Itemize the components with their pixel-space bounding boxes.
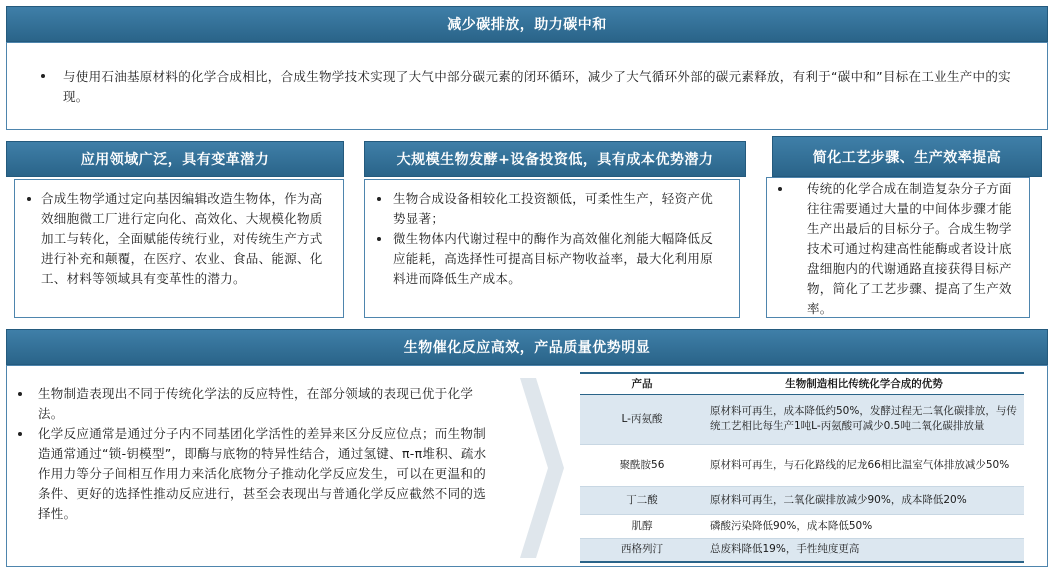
top-bullet-text: 与使用石油基原材料的化学合成相比，合成生物学技术实现了大气中部分碳元素的闭环循环，减少了大气循环外部的碳元素释放，有利于“碳中和”目标在工业生产中的实现。 — [63, 69, 1011, 104]
panel-left-box — [14, 179, 344, 318]
top-section-box — [6, 42, 1048, 130]
table-row — [580, 394, 1024, 444]
panel-middle-bullet-1: 生物合成设备相较化工投资额低，可柔性生产，轻资产优势显著； — [393, 191, 714, 226]
bottom-bullet-2: 化学反应通常是通过分子内不同基团化学活性的差异来区分反应位点；而生物制造通常通过“锁-钥模型”，即酶与底物的特异性结合，通过氢键、π-π堆积、疏水作用力等分子间相互作用力来活化底物分子推动化学反应发生，可以在更温和的条件、更好的选择性推动反应进行，甚至会表现出与普通化学反应截然不同的选择性。 — [38, 426, 487, 521]
panel-middle-bullet-2: 微生物体内代谢过程中的酶作为高效催化剂能大幅降低反应能耗，高选择性可提高目标产物收益率，最大化利用原料进而降低生产成本。 — [393, 231, 714, 286]
table-cell-product: 肌醇 — [580, 514, 704, 538]
table-cell-product: 聚酰胺56 — [580, 444, 704, 486]
top-section-title: 减少碳排放，助力碳中和 — [6, 6, 1048, 42]
panel-right-bullet: 传统的化学合成在制造复杂分子方面往往需要通过大量的中间体步骤才能生产出最后的目标分子。合成生物学技术可通过构建高性能酶或者设计底盘细胞内的代谢通路直接获得目标产物，简化了工艺步骤、提高了生产效率。 — [807, 181, 1012, 316]
table-cell-product: 西格列汀 — [580, 538, 704, 562]
table-cell-product: 丁二酸 — [580, 486, 704, 514]
bullet-dot — [778, 187, 782, 191]
panel-right-box — [766, 177, 1030, 318]
bullet-dot — [377, 237, 381, 241]
table-cell-advantage: 原材料可再生，与石化路线的尼龙66相比温室气体排放减少50% — [704, 444, 1024, 486]
table-cell-advantage: 原材料可再生，成本降低约50%，发酵过程无二氧化碳排放，与传统工艺相比每生产1吨L-丙氨酸可减少0.5吨二氧化碳排放量 — [704, 394, 1024, 444]
table-cell-advantage: 磷酸污染降低90%，成本降低50% — [704, 514, 1024, 538]
table-header-advantage: 生物制造相比传统化学合成的优势 — [704, 373, 1024, 394]
table-row — [580, 444, 1024, 486]
table-row — [580, 514, 1024, 538]
bottom-bullet-1: 生物制造表现出不同于传统化学法的反应特性，在部分领域的表现已优于化学法。 — [38, 386, 474, 421]
table-cell-advantage: 原材料可再生，二氧化碳排放减少90%，成本降低20% — [704, 486, 1024, 514]
chevron-arrow-icon — [520, 378, 564, 558]
bullet-dot — [18, 432, 22, 436]
panel-middle-box — [364, 179, 740, 318]
table-cell-advantage: 总废料降低19%，手性纯度更高 — [704, 538, 1024, 562]
bottom-section-title: 生物催化反应高效，产品质量优势明显 — [6, 329, 1048, 365]
table-header-row — [580, 373, 1024, 394]
table-header-product: 产品 — [580, 373, 704, 394]
table-cell-product: L-丙氨酸 — [580, 394, 704, 444]
panel-middle-title: 大规模生物发酵+设备投资低，具有成本优势潜力 — [364, 141, 746, 177]
bullet-dot — [27, 197, 31, 201]
bullet-dot — [41, 74, 45, 78]
panel-left-title: 应用领域广泛，具有变革潜力 — [6, 141, 344, 177]
bullet-dot — [18, 392, 22, 396]
product-comparison-table — [580, 372, 1024, 563]
panel-right-title: 简化工艺步骤、生产效率提高 — [772, 136, 1042, 177]
table-row — [580, 538, 1024, 562]
bullet-dot — [377, 197, 381, 201]
table-row — [580, 486, 1024, 514]
bottom-bullets — [38, 384, 488, 524]
panel-left-bullet: 合成生物学通过定向基因编辑改造生物体，作为高效细胞微工厂进行定向化、高效化、大规模化物质加工与转化，全面赋能传统行业，对传统生产方式进行补充和颠覆，在医疗、农业、食品、能源、化工、材料等领域具有变革性的潜力。 — [41, 191, 323, 286]
